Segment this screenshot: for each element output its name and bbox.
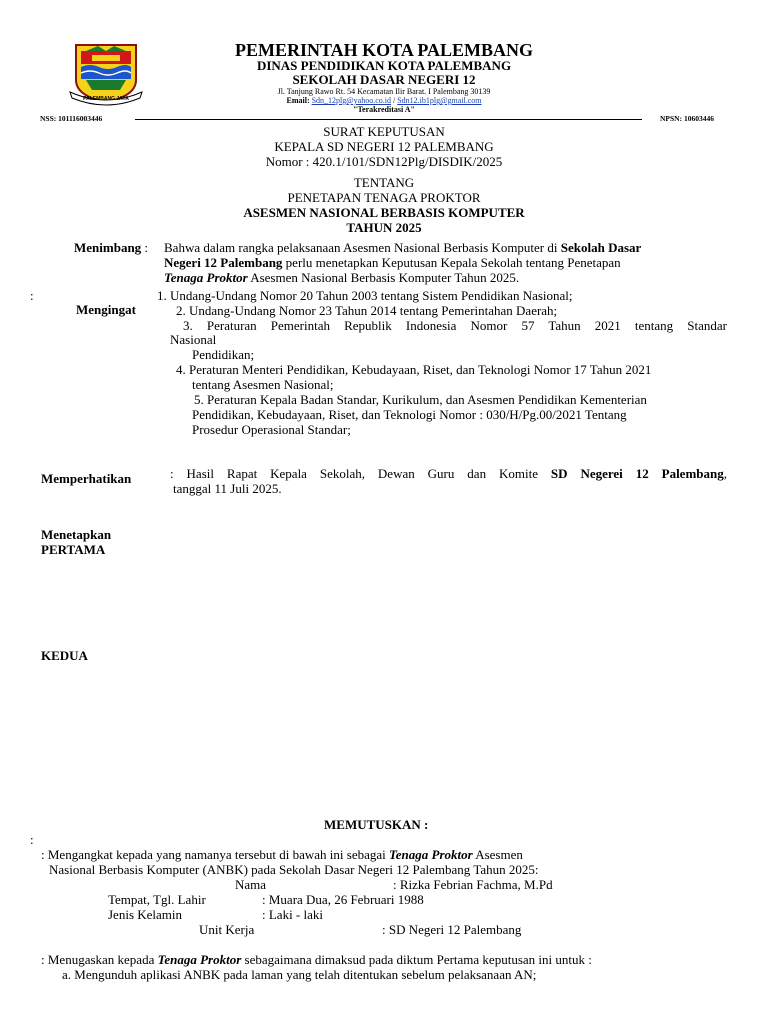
mengingat-stray-colon: :: [30, 288, 34, 303]
letterhead-line3: SEKOLAH DASAR NEGERI 12: [292, 72, 476, 87]
mengingat-item-4b: tentang Asesmen Nasional;: [192, 377, 334, 392]
memutuskan-heading: MEMUTUSKAN :: [324, 817, 429, 832]
memutuskan-para2-item-a: a. Mengunduh aplikasi ANBK pada laman yang telah ditentukan sebelum pelaksanaan AN;: [62, 967, 537, 982]
npsn-number: NPSN: 10603446: [660, 114, 714, 123]
letterhead-address: Jl. Tanjung Rawo Rt. 54 Kecamatan Ilir Barat. I Palembang 30139: [277, 87, 491, 96]
field-ttl-label: Tempat, Tgl. Lahir: [108, 892, 206, 907]
accreditation: "Terakreditasi A": [353, 105, 415, 114]
field-unit-label: Unit Kerja: [199, 922, 255, 937]
title-surat-keputusan: SURAT KEPUTUSAN: [323, 124, 445, 139]
field-ttl-value: : Muara Dua, 26 Februari 1988: [262, 892, 424, 907]
kedua-label: KEDUA: [41, 648, 88, 663]
field-nama-label: Nama: [235, 877, 267, 892]
title-tahun: TAHUN 2025: [346, 220, 422, 235]
letterhead-divider: [135, 119, 642, 120]
title-tentang: TENTANG: [353, 175, 415, 190]
mengingat-item-2: 2. Undang-Undang Nomor 23 Tahun 2014 tentang Pemerintahan Daerah;: [176, 303, 558, 318]
title-kepala: KEPALA SD NEGERI 12 PALEMBANG: [274, 139, 494, 154]
field-gender-label: Jenis Kelamin: [108, 907, 183, 922]
pertama-label: PERTAMA: [41, 542, 106, 557]
menimbang-line1: Bahwa dalam rangka pelaksanaan Asesmen Nasional Berbasis Komputer di Sekolah Dasar: [164, 240, 642, 255]
logo-caption: PALEMBANG JAYA: [83, 96, 129, 102]
mengingat-item-3b: Nasional: [170, 332, 217, 347]
memperhatikan-label: Memperhatikan: [41, 471, 132, 486]
memperhatikan-line2: tanggal 11 Juli 2025.: [173, 481, 282, 496]
letterhead-line1: PEMERINTAH KOTA PALEMBANG: [234, 40, 533, 60]
field-unit-value: : SD Negeri 12 Palembang: [382, 922, 522, 937]
email-label: Email:: [286, 96, 310, 105]
mengingat-item-3c: Pendidikan;: [192, 347, 255, 362]
mengingat-item-5b: Pendidikan, Kebudayaan, Riset, dan Teknologi Nomor : 030/H/Pg.00/2021 Tentang: [192, 407, 627, 422]
nss-number: NSS: 101116003446: [40, 114, 103, 123]
email-link-1[interactable]: Sdn_12plg@yahoo.co.id: [311, 96, 391, 105]
title-penetapan: PENETAPAN TENAGA PROKTOR: [287, 190, 481, 205]
menimbang-label: Menimbang :: [74, 240, 149, 255]
memutuskan-para1-line1: : Mengangkat kepada yang namanya tersebut di bawah ini sebagai Tenaga Proktor Asesmen: [41, 847, 523, 862]
email-separator: /: [390, 96, 398, 105]
letterhead-line2: DINAS PENDIDIKAN KOTA PALEMBANG: [256, 58, 512, 73]
title-asesmen: ASESMEN NASIONAL BERBASIS KOMPUTER: [243, 205, 525, 220]
email-link-2[interactable]: Sdn12.ib1plg@gmail.com: [397, 96, 482, 105]
mengingat-item-1: 1. Undang-Undang Nomor 20 Tahun 2003 tentang Sistem Pendidikan Nasional;: [157, 288, 573, 303]
menimbang-line3: Tenaga Proktor Asesmen Nasional Berbasis Komputer Tahun 2025.: [164, 270, 520, 285]
mengingat-item-5a: 5. Peraturan Kepala Badan Standar, Kurikulum, dan Asesmen Pendidikan Kementerian: [194, 392, 647, 407]
title-nomor: Nomor : 420.1/101/SDN12Plg/DISDIK/2025: [265, 154, 503, 169]
memutuskan-para2-line1: : Menugaskan kepada Tenaga Proktor sebagaimana dimaksud pada diktum Pertama keputusan ini untuk :: [41, 952, 592, 967]
memutuskan-para1-line2: Nasional Berbasis Komputer (ANBK) pada Sekolah Dasar Negeri 12 Palembang Tahun 2025:: [49, 862, 539, 877]
mengingat-item-3a: 3. Peraturan Pemerintah Republik Indonesia Nomor 57 Tahun 2021 tentang Standar: [183, 318, 727, 333]
mengingat-item-5c: Prosedur Operasional Standar;: [192, 422, 351, 437]
menetapkan-label: Menetapkan: [41, 527, 112, 542]
mengingat-label: Mengingat: [76, 302, 136, 317]
memperhatikan-line1: : Hasil Rapat Kepala Sekolah, Dewan Guru dan Komite SD Negerei 12 Palembang,: [170, 466, 727, 481]
letterhead-email-line: [0, 96, 768, 105]
memutuskan-stray-colon: :: [30, 832, 34, 847]
field-gender-value: : Laki - laki: [262, 907, 324, 922]
mengingat-item-4a: 4. Peraturan Menteri Pendidikan, Kebudayaan, Riset, dan Teknologi Nomor 17 Tahun 2021: [176, 362, 652, 377]
field-nama-value: : Rizka Febrian Fachma, M.Pd: [393, 877, 553, 892]
menimbang-line2: Negeri 12 Palembang perlu menetapkan Keputusan Kepala Sekolah tentang Penetapan: [164, 255, 621, 270]
